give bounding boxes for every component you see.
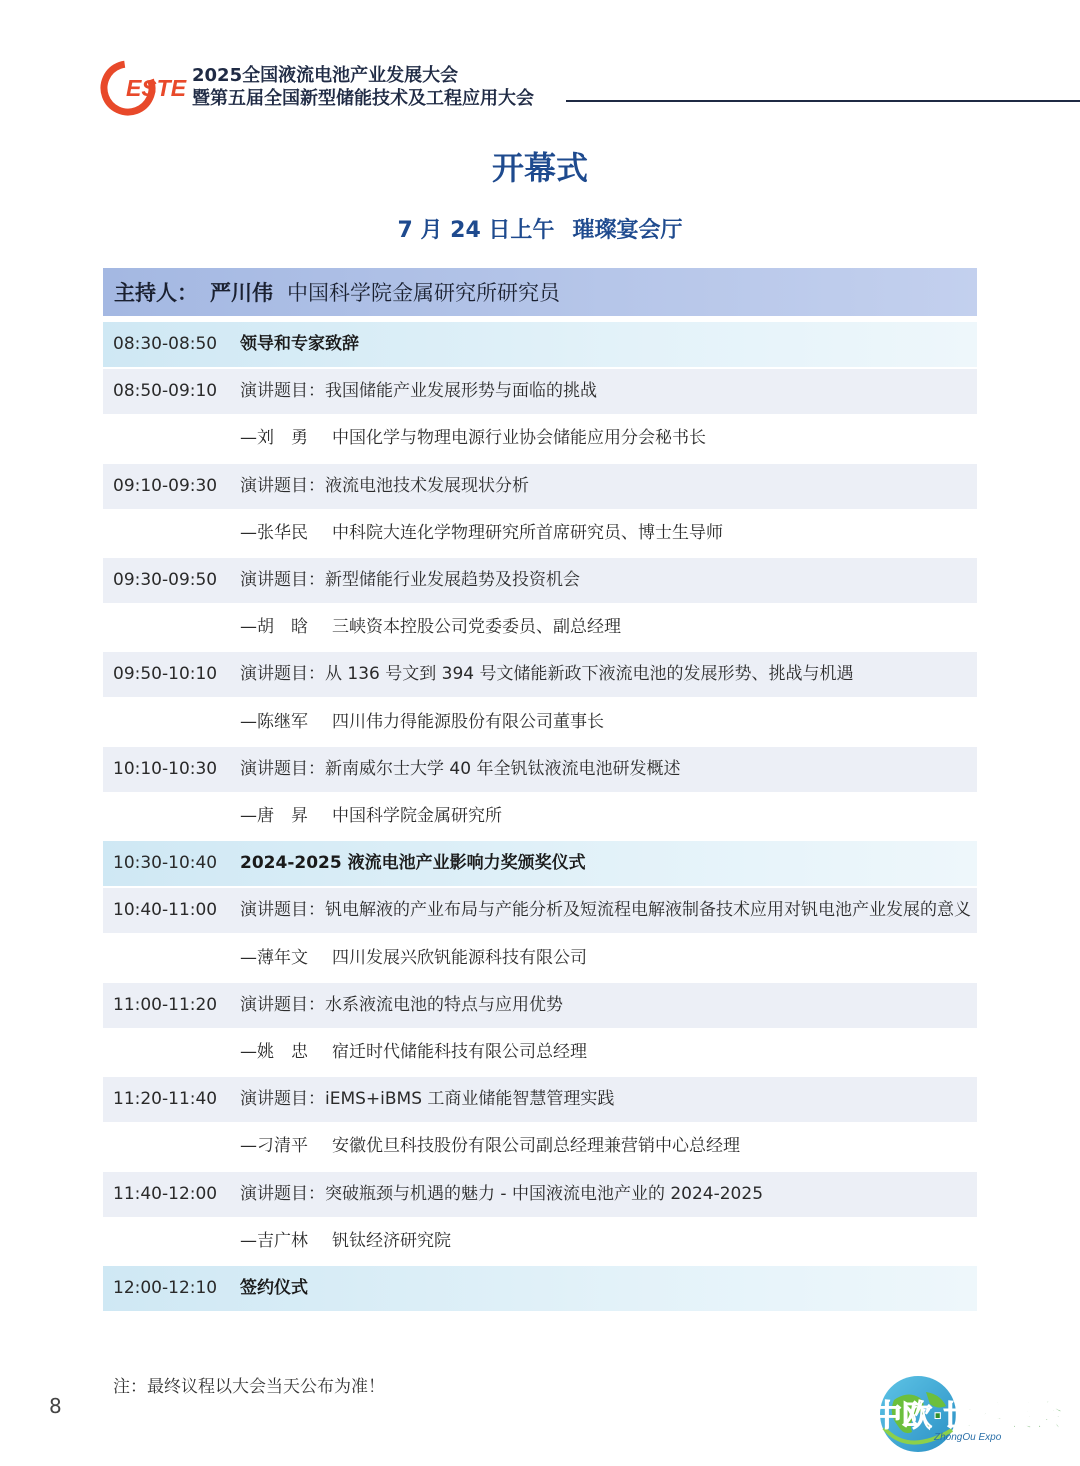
conference-title-line1: 2025全国液流电池产业发展大会	[192, 65, 459, 86]
session-time: 08:30-08:50	[113, 334, 218, 354]
cste-logo	[100, 60, 192, 116]
topic-label: 演讲题目：	[240, 664, 325, 685]
session-time: 08:50-09:10	[113, 381, 218, 402]
talk-topic	[240, 652, 854, 697]
speaker-info	[240, 1124, 740, 1169]
topic-text: iEMS+iBMS 工商业储能智慧管理实践	[325, 1089, 615, 1110]
speaker-row	[103, 416, 977, 461]
speaker-affiliation: 中国化学与物理电源行业协会储能应用分会秘书长	[332, 428, 706, 449]
talk-row	[103, 747, 977, 792]
topic-text: 从 136 号文到 394 号文储能新政下液流电池的发展形势、挑战与机遇	[325, 664, 854, 685]
topic-text: 新型储能行业发展趋势及投资机会	[325, 570, 580, 590]
topic-text: 钒电解液的产业布局与产能分析及短流程电解液制备技术应用对钒电池产业发展的意义	[325, 900, 971, 921]
speaker-info	[240, 700, 604, 745]
topic-text: 新南威尔士大学 40 年全钒钛液流电池研发概述	[325, 758, 681, 779]
speaker-name: —唐 昇	[240, 806, 308, 826]
talk-topic	[240, 747, 680, 792]
speaker-info	[240, 1219, 451, 1264]
topic-text: 我国储能产业发展形势与面临的挑战	[325, 381, 597, 402]
speaker-name: —吉广林	[240, 1230, 308, 1251]
speaker-affiliation: 四川发展兴欣钒能源科技有限公司	[332, 947, 587, 968]
session-time: 10:30-10:40	[113, 853, 218, 874]
talk-row	[103, 369, 977, 414]
speaker-row	[103, 1124, 977, 1169]
host-name: 严川伟	[210, 281, 273, 305]
speaker-affiliation: 安徽优旦科技股份有限公司副总经理兼营销中心总经理	[332, 1136, 740, 1157]
talk-topic	[240, 464, 529, 509]
talk-topic	[240, 369, 597, 414]
speaker-info	[240, 416, 706, 461]
topic-text: 突破瓶颈与机遇的魅力 - 中国液流电池产业的 2024-2025	[325, 1183, 764, 1204]
speaker-name: —薄年文	[240, 947, 308, 968]
footnote: 注：最终议程以大会当天公布为准！	[113, 1377, 385, 1397]
talk-topic	[240, 1172, 763, 1217]
host-title: 中国科学院金属研究所研究员	[287, 281, 560, 305]
session-time: 09:30-09:50	[113, 570, 218, 590]
topic-text: 液流电池技术发展现状分析	[325, 475, 529, 496]
speaker-info	[240, 936, 587, 981]
talk-row	[103, 1077, 977, 1122]
session-time: 10:10-10:30	[113, 758, 218, 779]
session-time: 11:40-12:00	[113, 1183, 218, 1204]
talk-topic	[240, 983, 563, 1028]
topic-label: 演讲题目：	[240, 900, 325, 921]
ceremony-title: 领导和专家致辞	[240, 334, 359, 354]
speaker-name: —姚 忠	[240, 1042, 308, 1062]
talk-row	[103, 1172, 977, 1217]
session-time: 10:40-11:00	[113, 900, 218, 921]
speaker-name: —张华民	[240, 522, 308, 543]
header-divider	[566, 100, 1080, 102]
session-date: 7 月 24 日上午	[397, 218, 555, 243]
speaker-name: —刁清平	[240, 1136, 308, 1157]
speaker-name: —胡 晗	[240, 617, 308, 638]
session-time: 11:00-11:20	[113, 994, 218, 1015]
session-time: 09:50-10:10	[113, 664, 218, 685]
speaker-info	[240, 794, 502, 839]
talk-row	[103, 983, 977, 1028]
conference-title-line2: 暨第五届全国新型储能技术及工程应用大会	[192, 88, 534, 109]
speaker-affiliation: 中科院大连化学物理研究所首席研究员、博士生导师	[332, 522, 723, 543]
ceremony-row	[103, 841, 977, 886]
talk-topic	[240, 888, 971, 933]
ceremony-row	[103, 322, 977, 367]
topic-label: 演讲题目：	[240, 1089, 325, 1110]
speaker-row	[103, 794, 977, 839]
talk-row	[103, 888, 977, 933]
session-venue: 璀璨宴会厅	[572, 218, 683, 243]
speaker-row	[103, 605, 977, 650]
speaker-row	[103, 936, 977, 981]
zhongou-expo-logo	[868, 1370, 1068, 1458]
speaker-info	[240, 605, 621, 650]
conference-title	[192, 64, 534, 110]
ceremony-row	[103, 1266, 977, 1311]
speaker-name: —陈继军	[240, 711, 308, 732]
speaker-affiliation: 四川伟力得能源股份有限公司董事长	[332, 711, 604, 732]
topic-label: 演讲题目：	[240, 1183, 325, 1204]
speaker-name: —刘 勇	[240, 428, 308, 449]
speaker-row	[103, 1030, 977, 1075]
topic-label: 演讲题目：	[240, 758, 325, 779]
ceremony-title: 签约仪式	[240, 1278, 308, 1298]
topic-text: 水系液流电池的特点与应用优势	[325, 994, 563, 1015]
speaker-affiliation: 中国科学院金属研究所	[332, 806, 502, 826]
speaker-affiliation: 三峡资本控股公司党委委员、副总经理	[332, 617, 621, 638]
svg-text:中欧·世界展会: 中欧·世界展会	[872, 1399, 1064, 1434]
topic-label: 演讲题目：	[240, 570, 325, 590]
speaker-row	[103, 1219, 977, 1264]
speaker-affiliation: 宿迁时代储能科技有限公司总经理	[332, 1042, 587, 1062]
page-title: 开幕式	[491, 149, 588, 187]
ceremony-title: 2024-2025 液流电池产业影响力奖颁奖仪式	[240, 853, 586, 874]
talk-row	[103, 558, 977, 603]
talk-topic	[240, 558, 580, 603]
host-bar	[103, 268, 977, 316]
topic-label: 演讲题目：	[240, 475, 325, 496]
speaker-info	[240, 1030, 587, 1075]
page-number: 8	[49, 1394, 62, 1418]
speaker-row	[103, 700, 977, 745]
svg-text:ZhongOu Expo: ZhongOu Expo	[934, 1432, 1002, 1443]
session-time: 12:00-12:10	[113, 1278, 218, 1298]
talk-row	[103, 652, 977, 697]
topic-label: 演讲题目：	[240, 381, 325, 402]
talk-topic	[240, 1077, 614, 1122]
speaker-affiliation: 钒钛经济研究院	[332, 1230, 451, 1251]
session-subtitle	[0, 213, 1080, 244]
host-label: 主持人：	[114, 281, 198, 305]
svg-text:ESTE: ESTE	[126, 75, 187, 101]
topic-label: 演讲题目：	[240, 994, 325, 1015]
session-time: 11:20-11:40	[113, 1089, 218, 1110]
session-time: 09:10-09:30	[113, 475, 218, 496]
speaker-info	[240, 511, 723, 556]
talk-row	[103, 464, 977, 509]
page-header	[100, 60, 1080, 120]
speaker-row	[103, 511, 977, 556]
